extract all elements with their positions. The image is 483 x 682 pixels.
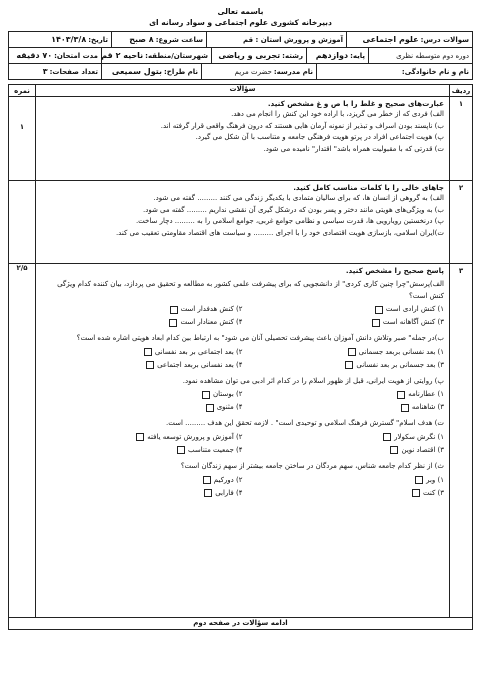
exam-page <box>8 6 473 630</box>
question-number: ۲ <box>458 184 464 192</box>
question-score <box>9 181 35 263</box>
option[interactable]: ۲) آموزش و پرورش توسعه یافته <box>41 431 243 444</box>
statement: الف) به گروهی از انسان ها، که برای سالیان متمادی با یکدیگر زندگی می کنند ......... گفته می شود. <box>153 194 444 202</box>
mcq-options <box>41 303 444 329</box>
city-cell: شهرستان/منطقه: ناحیه ۲ قم <box>102 48 212 63</box>
checkbox[interactable] <box>383 433 391 441</box>
col-questions: سؤالات <box>35 85 450 96</box>
option[interactable]: ۳) اقتصاد نوین <box>243 444 445 457</box>
option[interactable]: ۳) کنش آگاهانه است <box>243 316 445 329</box>
duration-cell: مدت امتحان: ۷۰ دقیقه <box>9 48 102 63</box>
question-row-3 <box>9 264 472 617</box>
field-cell: رشته: تجربی و ریاضی <box>212 48 307 63</box>
mcq-options <box>41 431 444 457</box>
checkbox[interactable] <box>206 404 214 412</box>
date-value: ۱۴۰۳/۳/۸ <box>51 35 87 44</box>
checkbox[interactable] <box>146 361 154 369</box>
option[interactable]: ۲) کنش هدفدار است <box>41 303 243 316</box>
option[interactable]: ۱) عطارنامه <box>243 388 445 401</box>
checkbox[interactable] <box>202 391 210 399</box>
option[interactable]: ۳) بعد جسمانی بر بعد نفسانی <box>243 359 445 372</box>
checkbox[interactable] <box>177 446 185 454</box>
question-body <box>35 181 450 263</box>
pages-cell: تعداد صفحات: ۳ <box>9 64 102 79</box>
question-body <box>35 264 450 617</box>
option[interactable]: ۴) مثنوی <box>41 401 243 414</box>
question-title: پاسخ صحیح را مشخص کنید. <box>345 266 444 275</box>
statement: ب) به ویژگی‌های هویتی مانند دختر و پسر بودن که درشکل گیری آن نقشی نداریم ......... گفته می شود. <box>142 205 444 214</box>
checkbox[interactable] <box>348 348 356 356</box>
student-name-cell: نام و نام خانوادگی: <box>401 67 469 76</box>
option[interactable]: ۱) نگرش سکولار <box>243 431 445 444</box>
option[interactable]: ۴) بعد نفسانی بربعد اجتماعی <box>41 359 243 372</box>
option[interactable]: ۴) جمعیت متناسب <box>41 444 243 457</box>
checkbox[interactable] <box>203 476 211 484</box>
top-heading <box>8 6 473 28</box>
mcq-options <box>41 388 444 414</box>
statement: پ) هویت اجتماعی افراد در پرتو هویت فرهنگی جامعه و متناسب با آن شکل می گیرد. <box>195 133 444 142</box>
secretariat-title: دبیرخانه کشوری علوم اجتماعی و سواد رسانه ای <box>149 18 332 27</box>
statement: ت)ایران اسلامی، بازسازی هویت اقتصادی خود را با اجرای ......... و سیاست های اقتصاد مقاومتی تعقیب می کند. <box>115 228 444 237</box>
question-number: ۳ <box>458 267 464 275</box>
header-row-3 <box>9 64 472 79</box>
option[interactable]: ۳) کنت <box>243 487 445 500</box>
option[interactable]: ۲) دورکیم <box>41 474 243 487</box>
checkbox[interactable] <box>345 361 353 369</box>
checkbox[interactable] <box>170 306 178 314</box>
checkbox[interactable] <box>412 489 420 497</box>
question-title: جاهای خالی را با کلمات مناسب کامل کنید. <box>293 183 444 192</box>
mcq-options <box>41 474 444 500</box>
option[interactable]: ۴) فارابی <box>41 487 243 500</box>
checkbox[interactable] <box>415 476 423 484</box>
header-row-1 <box>9 32 472 48</box>
start-time-value: ۸ صبح <box>129 35 154 44</box>
bismillah: باسمه تعالی <box>217 7 264 16</box>
designer-cell: نام طراح: بتول سمیعی <box>102 64 202 79</box>
question-score: ۲/۵ <box>16 264 28 272</box>
option[interactable]: ۲) بوستان <box>41 388 243 401</box>
question-number: ۱ <box>458 100 464 108</box>
col-score: نمره <box>14 86 30 95</box>
course-cell: دوره دوم متوسطه نظری <box>396 51 469 60</box>
mcq-stem: ت) هدف اسلام" گسترش فرهنگ اسلامی و توحیدی است" . لازمه تحقق این هدف ......... است. <box>166 419 444 428</box>
option[interactable]: ۳) شاهنامه <box>243 401 445 414</box>
exam-header <box>8 31 473 80</box>
mcq-stem: الف)پرسش"چرا چنین کاری کردی" از دانشجویی که برای پیشرفت علمی کشور به مطالعه و تحقیق می پردازد، بیان کننده کدام ویژگی کنش است؟ <box>57 280 444 300</box>
statement: الف) فردی که از خطر می گریزد، با اراده خود این کنش را انجام می دهد. <box>231 110 444 118</box>
continued-note: ادامه سؤالات در صفحه دوم <box>8 618 473 630</box>
option[interactable]: ۱) وبر <box>243 474 445 487</box>
col-row-number: ردیف <box>451 86 471 95</box>
mcq-stem: پ) روایتی از هویت ایرانی، قبل از ظهور اسلام را در کدام اثر ادبی می توان مشاهده نمود. <box>182 376 444 385</box>
date-cell: تاریخ: ۱۴۰۳/۳/۸ <box>9 32 112 47</box>
checkbox[interactable] <box>204 489 212 497</box>
question-body <box>35 97 450 180</box>
question-row-2 <box>9 181 472 264</box>
option[interactable]: ۲) بعد اجتماعی بر بعد نفسانی <box>41 346 243 359</box>
checkbox[interactable] <box>169 319 177 327</box>
statement: پ) درنخستین رویارویی ها، قدرت سیاسی و نظامی جوامع غربی، جوامع اسلامی را به ......... دچار ساخت. <box>135 217 444 226</box>
checkbox[interactable] <box>390 446 398 454</box>
option[interactable]: ۱) کنش ارادی است <box>243 303 445 316</box>
mcq-stem: ب)در جمله" صبر وتلاش دانش آموزان باعث پیشرفت تحصیلی آنان می شود" به ارتباط بین کدام ابعاد هویتی اشاره شده است؟ <box>76 334 444 343</box>
grade-cell: پایه: دوازدهم <box>307 48 369 63</box>
checkbox[interactable] <box>136 433 144 441</box>
questions-table-header <box>9 85 472 97</box>
option[interactable]: ۱) بعد نفسانی بربعد جسمانی <box>243 346 445 359</box>
question-title: عبارت‌های صحیح و غلط را با ص و غ مشخص کنید. <box>267 99 444 108</box>
question-score: ۱ <box>19 123 25 131</box>
checkbox[interactable] <box>372 319 380 327</box>
school-cell: نام مدرسه: حضرت مریم <box>202 64 317 79</box>
start-time-cell: ساعت شروع: ۸ صبح <box>112 32 207 47</box>
mcq-options <box>41 346 444 372</box>
mcq-stem: ث) از نظر کدام جامعه شناس، سهم مردگان در ساختن جامعه بیشتر از سهم زندگان است؟ <box>180 461 444 470</box>
checkbox[interactable] <box>375 306 383 314</box>
header-row-2 <box>9 48 472 64</box>
option[interactable]: ۴) کنش معنادار است <box>41 316 243 329</box>
org-cell: آموزش و پرورش استان : قم <box>207 32 347 47</box>
question-row-1 <box>9 97 472 181</box>
statement: ت) قدرتی که با مقبولیت همراه باشد" اقتدار" نامیده می شود. <box>263 144 444 153</box>
subject-cell: سوالات درس: علوم اجتماعی <box>362 35 469 44</box>
checkbox[interactable] <box>401 404 409 412</box>
statement: ب) ناپسند بودن اسراف و تبذیر از نمونه آرمان هایی هستند که درون فرهنگ واقعی قرار گرفته اند. <box>160 121 444 130</box>
subject-value: علوم اجتماعی <box>362 35 419 44</box>
checkbox[interactable] <box>397 391 405 399</box>
questions-table <box>8 84 473 618</box>
checkbox[interactable] <box>144 348 152 356</box>
